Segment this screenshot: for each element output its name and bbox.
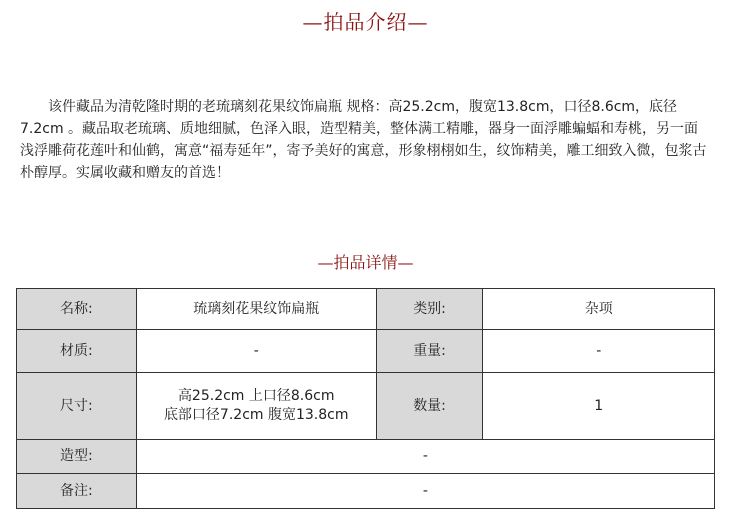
shape-label: 造型: xyxy=(17,440,137,474)
intro-section-title: —拍品介绍— xyxy=(302,10,429,34)
name-value: 琉璃刻花果纹饰扁瓶 xyxy=(136,289,376,330)
remarks-label: 备注: xyxy=(17,474,137,509)
weight-value: - xyxy=(483,330,715,373)
material-value: - xyxy=(136,330,376,373)
size-label: 尺寸: xyxy=(17,373,137,440)
details-section-title: —拍品详情— xyxy=(317,253,414,272)
size-value-line-1: 高25.2cm 上口径8.6cm xyxy=(177,388,335,404)
table-row xyxy=(17,474,715,509)
shape-value: - xyxy=(136,440,714,474)
table-row xyxy=(17,373,715,440)
size-value-line-2: 底部口径7.2cm 腹宽13.8cm xyxy=(163,407,349,423)
size-value xyxy=(136,373,376,440)
table-row xyxy=(17,289,715,330)
quantity-label: 数量: xyxy=(376,373,483,440)
table-row xyxy=(17,330,715,373)
intro-description: 该件藏品为清乾隆时期的老琉璃刻花果纹饰扁瓶 规格：高25.2cm，腹宽13.8cm，口径8.6cm，底径7.2cm 。藏品取老琉璃、质地细腻，色泽入眼，造型精美，整体满工精雕，器身一面浮雕蝙蝠和寿桃，另一面浅浮雕荷花莲叶和仙鹤，寓意“福寿延年”，寄予美好的寓意，形象栩栩如生，纹饰精美，雕工细致入微，包浆古朴醇厚。实属收藏和赠友的首选！ xyxy=(20,99,707,181)
table-row xyxy=(17,440,715,474)
category-label: 类别: xyxy=(376,289,483,330)
quantity-value: 1 xyxy=(483,373,715,440)
category-value: 杂项 xyxy=(483,289,715,330)
name-label: 名称: xyxy=(17,289,137,330)
details-table xyxy=(16,288,715,509)
weight-label: 重量: xyxy=(376,330,483,373)
material-label: 材质: xyxy=(17,330,137,373)
remarks-value: - xyxy=(136,474,714,509)
